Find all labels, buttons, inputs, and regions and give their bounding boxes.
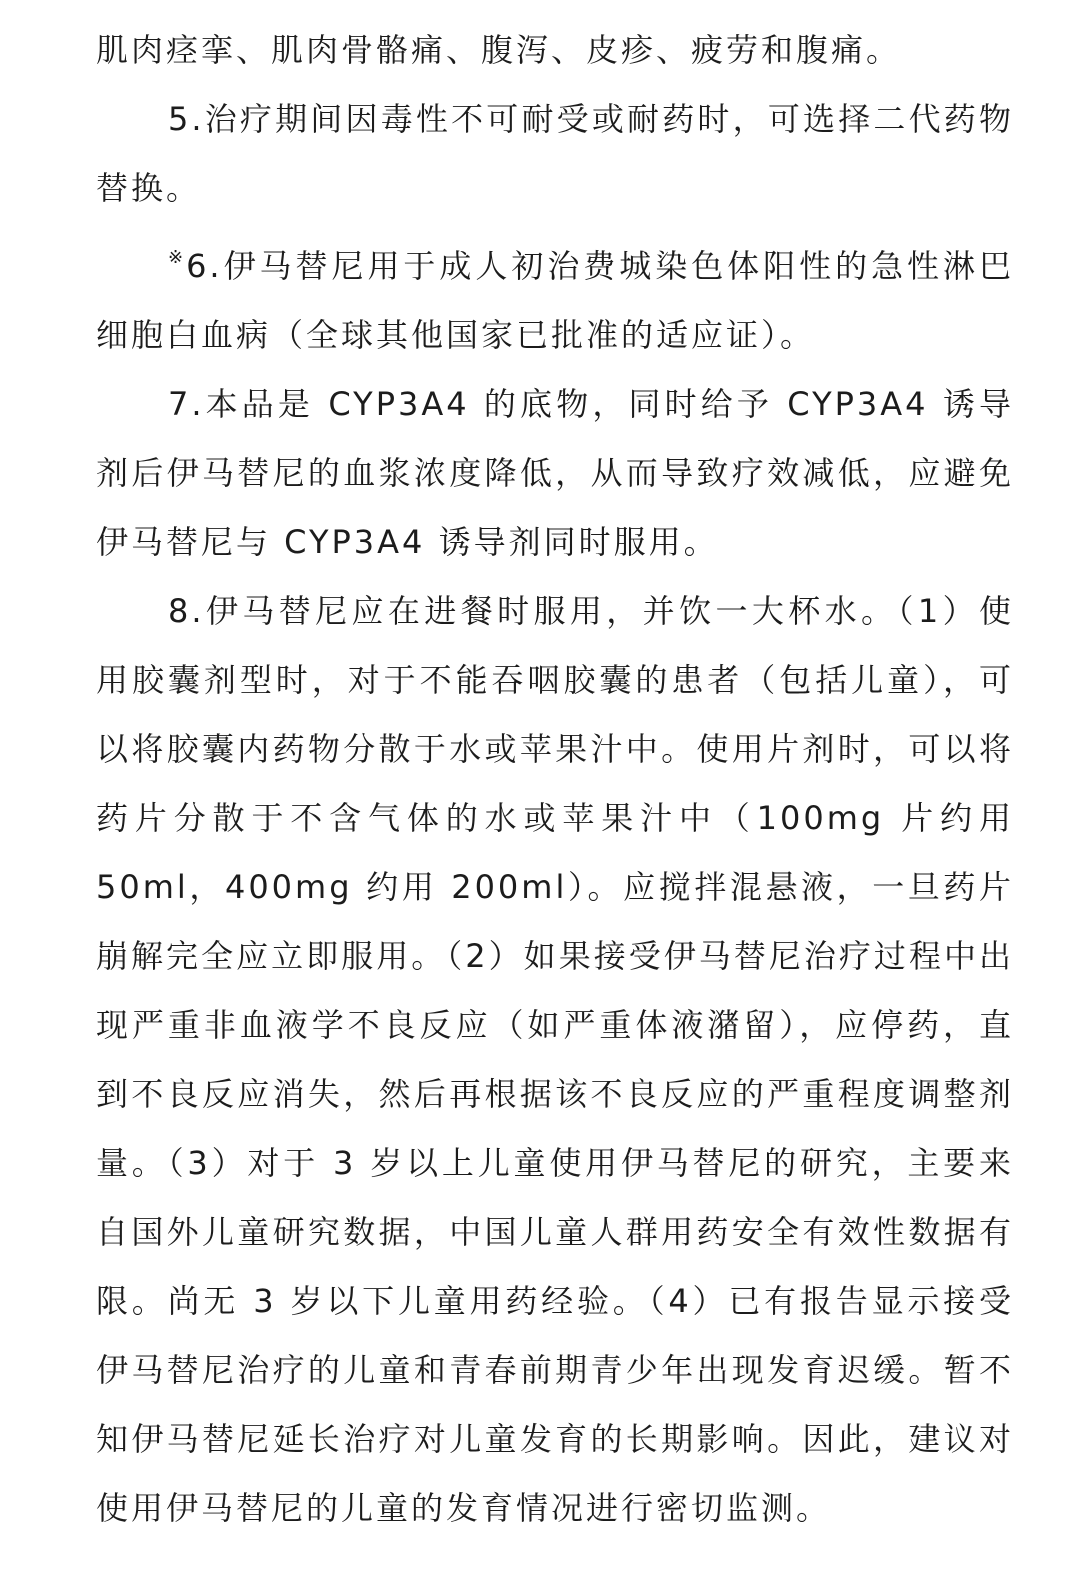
paragraph-text: 8.伊马替尼应在进餐时服用，并饮一大杯水。（1）使用胶囊剂型时，对于不能吞咽胶囊的患者（包括儿童），可以将胶囊内药物分散于水或苹果汁中。使用片剂时，可以将药片分散于不含气体的水或苹果汁中（100mg 片约用 50ml，400mg 约用 200ml）。应搅拌混悬液，一旦药片崩解完全应立即服用。（2）如果接受伊马替尼治疗过程中出现严重非血液学不良反应（如严重体液潴留），应停药，直到不良反应消失，然后再根据该不良反应的严重程度调整剂量。（3）对于 3 岁以上儿童使用伊马替尼的研究，主要来自国外儿童研究数据，中国儿童人群用药安全有效性数据有限。尚无 3 岁以下儿童用药经验。（4）已有报告显示接受伊马替尼治疗的儿童和青春前期青少年出现发育迟缓。暂不知伊马替尼延长治疗对儿童发育的长期影响。因此，建议对使用伊马替尼的儿童的发育情况进行密切监测。 [96, 592, 1014, 1527]
reference-marker: ※ [168, 247, 185, 268]
paragraph-text: 7.本品是 CYP3A4 的底物，同时给予 CYP3A4 诱导剂后伊马替尼的血浆浓度降低，从而导致疗效减低，应避免伊马替尼与 CYP3A4 诱导剂同时服用。 [96, 385, 1014, 561]
paragraph-item-6 [96, 223, 1014, 370]
paragraph-text: 5.治疗期间因毒性不可耐受或耐药时，可选择二代药物替换。 [96, 100, 1014, 207]
paragraph-item-8 [96, 577, 1014, 1543]
paragraph-continuation [96, 16, 1014, 85]
paragraph-text: 肌肉痉挛、肌肉骨骼痛、腹泻、皮疹、疲劳和腹痛。 [96, 31, 902, 69]
paragraph-item-5 [96, 85, 1014, 223]
paragraph-text: 6.伊马替尼用于成人初治费城染色体阳性的急性淋巴细胞白血病（全球其他国家已批准的适应证）。 [96, 247, 1014, 354]
paragraph-item-7 [96, 370, 1014, 577]
